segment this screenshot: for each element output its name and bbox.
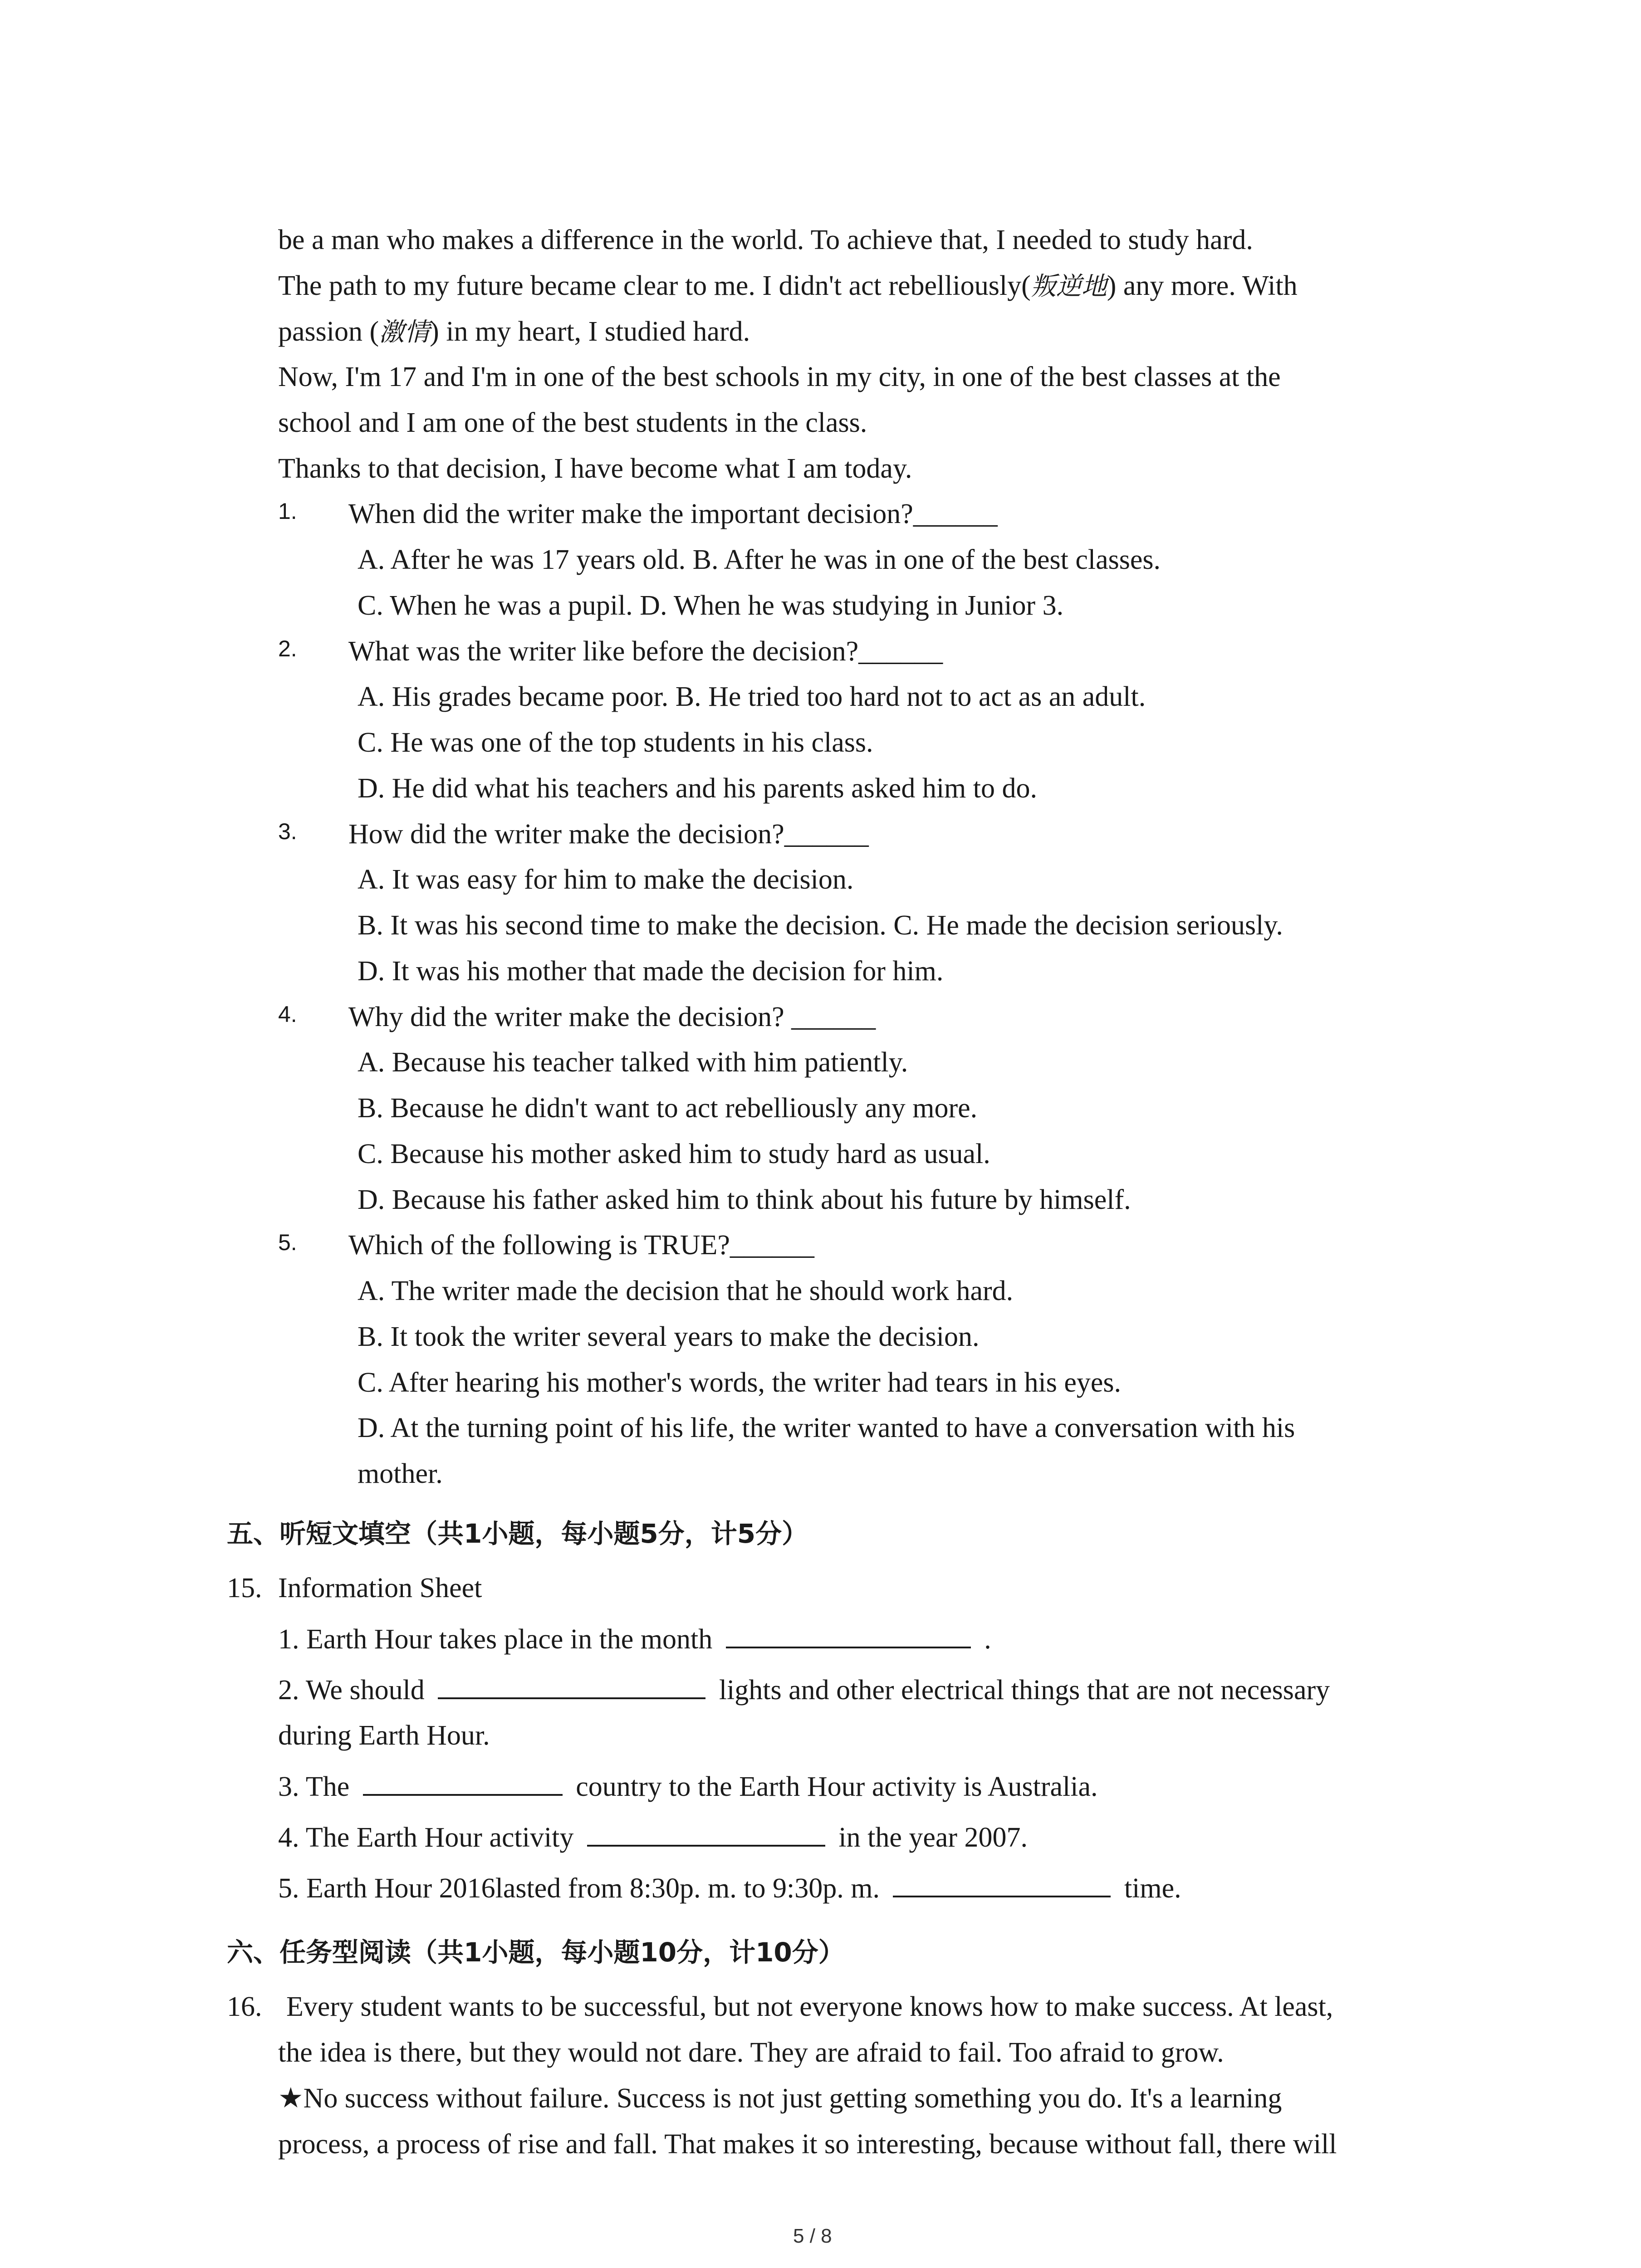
question-number: 2. xyxy=(278,636,297,661)
question-text: What was the writer like before the decision?______ xyxy=(348,636,943,667)
question-text: Why did the writer make the decision? ______ xyxy=(348,1002,876,1032)
question-number: 4. xyxy=(278,1002,297,1027)
answer-option: B. Because he didn't want to act rebelliously any more. xyxy=(358,1093,978,1124)
info-item: 1. Earth Hour takes place in the month . xyxy=(278,1624,991,1655)
sheet-title: Information Sheet xyxy=(278,1573,482,1603)
section-heading: 五、听短文填空（共1小题，每小题5分，计5分） xyxy=(227,1518,808,1549)
page-number: 5 / 8 xyxy=(793,2225,832,2247)
fill-blank[interactable] xyxy=(438,1676,705,1699)
fill-blank[interactable] xyxy=(893,1874,1111,1897)
question-text: Which of the following is TRUE?______ xyxy=(348,1230,814,1261)
passage-line: passion (激情) in my heart, I studied hard. xyxy=(278,316,750,347)
reading-line: Every student wants to be successful, but not everyone knows how to make success. At least, xyxy=(286,1991,1333,2022)
info-item: 4. The Earth Hour activity in the year 2007. xyxy=(278,1822,1028,1853)
question-text: How did the writer make the decision?______ xyxy=(348,819,869,850)
passage-line: school and I am one of the best students in the class. xyxy=(278,407,867,438)
fill-blank[interactable] xyxy=(363,1772,563,1796)
answer-option: C. After hearing his mother's words, the writer had tears in his eyes. xyxy=(358,1367,1122,1398)
answer-option: D. It was his mother that made the decision for him. xyxy=(358,956,944,987)
section-heading: 六、任务型阅读（共1小题，每小题10分，计10分） xyxy=(227,1937,845,1968)
answer-option: C. When he was a pupil. D. When he was studying in Junior 3. xyxy=(358,590,1064,621)
question-text: When did the writer make the important decision?______ xyxy=(348,499,998,529)
passage-line: be a man who makes a difference in the world. To achieve that, I needed to study hard. xyxy=(278,225,1253,255)
reading-line: the idea is there, but they would not dare. They are afraid to fail. Too afraid to grow. xyxy=(278,2037,1224,2068)
answer-option: A. Because his teacher talked with him patiently. xyxy=(358,1047,908,1078)
answer-option: A. After he was 17 years old. B. After he was in one of the best classes. xyxy=(358,544,1161,575)
answer-option: D. He did what his teachers and his parents asked him to do. xyxy=(358,773,1037,804)
info-item: 5. Earth Hour 2016lasted from 8:30p. m. to 9:30p. m. time. xyxy=(278,1873,1181,1904)
question-number: 16. xyxy=(227,1991,262,2022)
answer-option: B. It took the writer several years to make the decision. xyxy=(358,1321,980,1352)
answer-option: A. It was easy for him to make the decision. xyxy=(358,864,854,895)
reading-line: ★No success without failure. Success is not just getting something you do. It's a learning xyxy=(278,2083,1282,2114)
question-number: 1. xyxy=(278,499,297,524)
answer-option: A. The writer made the decision that he should work hard. xyxy=(358,1276,1014,1306)
question-number: 15. xyxy=(227,1573,262,1603)
question-number: 3. xyxy=(278,819,297,844)
answer-option: C. He was one of the top students in his class. xyxy=(358,727,873,758)
answer-option: D. Because his father asked him to think about his future by himself. xyxy=(358,1184,1131,1215)
passage-line: Now, I'm 17 and I'm in one of the best schools in my city, in one of the best classes at the xyxy=(278,362,1281,392)
question-number: 5. xyxy=(278,1230,297,1255)
passage-line: The path to my future became clear to me. I didn't act rebelliously(叛逆地) any more. With xyxy=(278,270,1298,301)
answer-option: C. Because his mother asked him to study hard as usual. xyxy=(358,1139,990,1169)
info-item: 3. The country to the Earth Hour activity is Australia. xyxy=(278,1771,1098,1802)
info-item-cont: during Earth Hour. xyxy=(278,1720,490,1751)
answer-option: mother. xyxy=(358,1458,443,1489)
fill-blank[interactable] xyxy=(726,1625,971,1648)
info-item: 2. We should lights and other electrical things that are not necessary xyxy=(278,1675,1330,1706)
reading-line: process, a process of rise and fall. That makes it so interesting, because without fall, there will xyxy=(278,2129,1337,2160)
answer-option: A. His grades became poor. B. He tried too hard not to act as an adult. xyxy=(358,681,1146,712)
passage-line: Thanks to that decision, I have become what I am today. xyxy=(278,453,912,484)
answer-option: B. It was his second time to make the decision. C. He made the decision seriously. xyxy=(358,910,1283,941)
fill-blank[interactable] xyxy=(587,1823,825,1847)
answer-option: D. At the turning point of his life, the writer wanted to have a conversation with his xyxy=(358,1413,1295,1443)
